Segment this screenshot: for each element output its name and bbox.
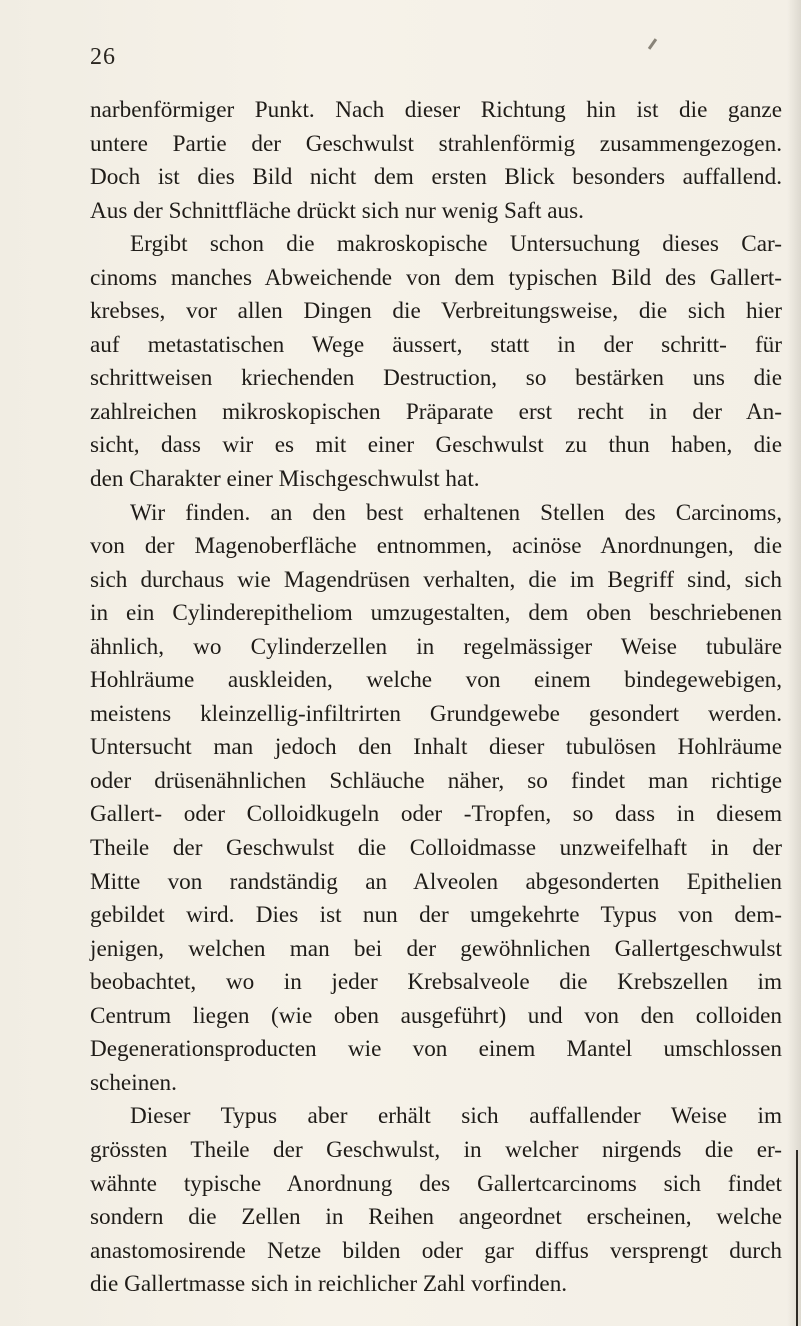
text-line: Ergibt schon die makroskopische Untersuchung dieses Car- <box>130 231 782 258</box>
text-line: sondern die Zellen in Reihen angeordnet erscheinen, welche <box>90 1204 782 1231</box>
page-number: 26 <box>90 44 116 70</box>
text-line: Theile der Geschwulst die Colloidmasse unzweifelhaft in der <box>90 835 782 862</box>
text-line: Centrum liegen (wie oben ausgeführt) und von den colloiden <box>90 1002 782 1029</box>
text-line: jenigen, welchen man bei der gewöhnlichen Gallertgeschwulst <box>90 935 782 962</box>
page-edge-line <box>796 1150 798 1326</box>
text-line: Wir finden. an den best erhaltenen Stellen des Carcinoms, <box>130 499 782 526</box>
text-line: schrittweisen kriechenden Destruction, so bestärken uns die <box>90 365 782 392</box>
text-line: cinoms manches Abweichende von dem typischen Bild des Gallert- <box>90 264 782 291</box>
text-line: anastomosirende Netze bilden oder gar diffus versprengt durch <box>90 1237 782 1264</box>
text-line: von der Magenoberfläche entnommen, acinöse Anordnungen, die <box>90 533 782 560</box>
text-line: Untersucht man jedoch den Inhalt dieser tubulösen Hohlräume <box>90 734 782 761</box>
text-line: beobachtet, wo in jeder Krebsalveole die Krebszellen im <box>90 969 782 996</box>
text-line: oder drüsenähnlichen Schläuche näher, so findet man richtige <box>90 767 782 794</box>
text-line: in ein Cylinderepitheliom umzugestalten, dem oben beschriebenen <box>90 600 782 627</box>
text-line: die Gallertmasse sich in reichlicher Zahl vorfinden. <box>90 1271 568 1298</box>
text-line: grössten Theile der Geschwulst, in welcher nirgends die er- <box>90 1136 782 1163</box>
text-line: Dieser Typus aber erhält sich auffallender Weise im <box>130 1103 782 1130</box>
text-line: Aus der Schnittfläche drückt sich nur wenig Saft aus. <box>90 197 584 224</box>
text-line: den Charakter einer Mischgeschwulst hat. <box>90 466 480 493</box>
text-line: scheinen. <box>90 1069 177 1096</box>
text-line: sicht, dass wir es mit einer Geschwulst zu thun haben, die <box>90 432 782 459</box>
text-line: wähnte typische Anordnung des Gallertcarcinoms sich findet <box>90 1170 782 1197</box>
text-line: Doch ist dies Bild nicht dem ersten Blick besonders auffallend. <box>90 164 782 191</box>
ink-speck <box>648 38 657 50</box>
text-line: sich durchaus wie Magendrüsen verhalten, die im Begriff sind, sich <box>90 566 782 593</box>
text-line: narbenförmiger Punkt. Nach dieser Richtung hin ist die ganze <box>90 97 782 123</box>
text-line: Hohlräume auskleiden, welche von einem bindegewebigen, <box>90 667 782 694</box>
text-line: gebildet wird. Dies ist nun der umgekehrte Typus von dem- <box>90 902 782 929</box>
text-line: ähnlich, wo Cylinderzellen in regelmässiger Weise tubuläre <box>90 633 782 660</box>
page-edge-shadow <box>787 0 801 1326</box>
text-line: Gallert- oder Colloidkugeln oder -Tropfen, so dass in diesem <box>90 801 782 828</box>
text-line: untere Partie der Geschwulst strahlenförmig zusammengezogen. <box>90 130 782 157</box>
text-line: auf metastatischen Wege äussert, statt in der schritt- für <box>90 331 782 358</box>
text-line: zahlreichen mikroskopischen Präparate erst recht in der An- <box>90 398 782 425</box>
text-line: Mitte von randständig an Alveolen abgesonderten Epithelien <box>90 868 782 895</box>
body-text <box>90 94 782 1302</box>
text-line: Degenerationsproducten wie von einem Mantel umschlossen <box>90 1036 782 1063</box>
text-line: krebses, vor allen Dingen die Verbreitungsweise, die sich hier <box>90 298 782 325</box>
text-line: meistens kleinzellig-infiltrirten Grundgewebe gesondert werden. <box>90 700 782 727</box>
